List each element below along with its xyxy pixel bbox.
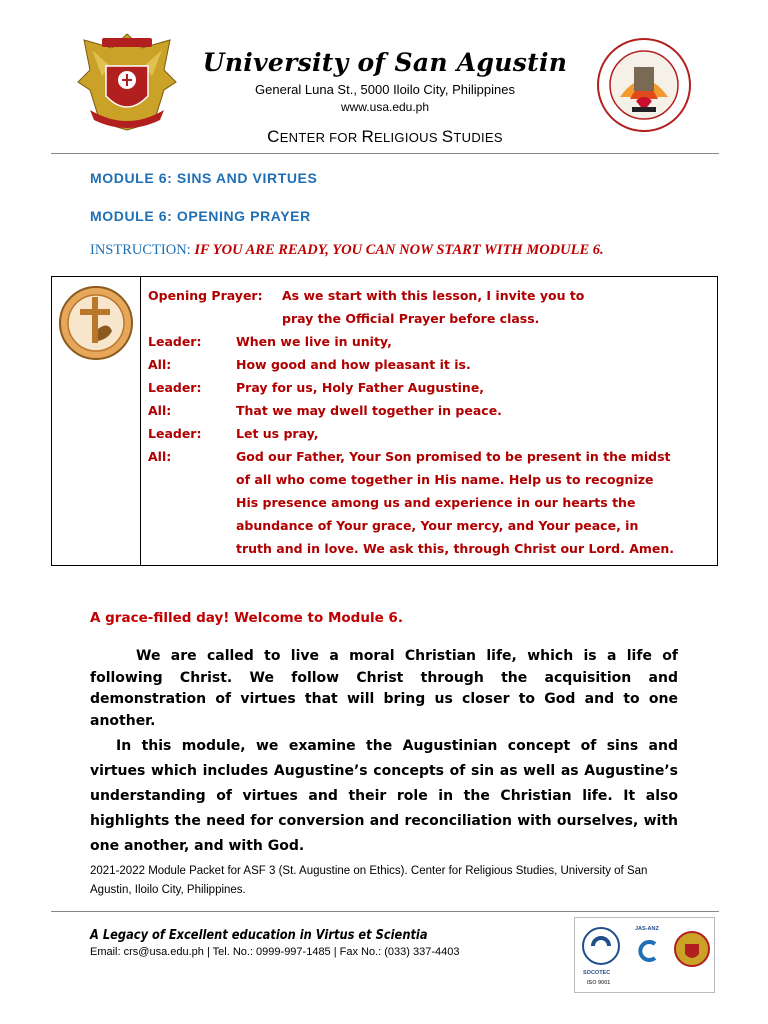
university-title: University of San Agustin: [202, 48, 568, 77]
prayer-line: That we may dwell together in peace.: [236, 403, 502, 418]
prayer-line: How good and how pleasant it is.: [236, 357, 471, 372]
body-paragraph: In this module, we examine the Augustinian concept of sins and virtues which includes Augustine’s concepts of sin as well as Augustine’s understanding of virtues and their role in the Christian life. It also highlights the need for conversion and reconciliation with ourselves, with one another, and with God.: [90, 738, 678, 854]
body-paragraph: We are called to live a moral Christian life, which is a life of following Christ. We follow Christ through the acquisition and demonstration of virtues that will bring us closer to God and to one another.: [90, 648, 678, 729]
university-address: General Luna St., 5000 Iloilo City, Philippines: [255, 82, 515, 97]
prayer-continuation: of all who come together in His name. Help us to recognize: [236, 472, 654, 487]
center-title: CENTER FOR RELIGIOUS STUDIES: [267, 127, 503, 146]
instruction: [90, 242, 604, 259]
university-seal-small: [673, 930, 711, 972]
module-prayer-title: MODULE 6: OPENING PRAYER: [90, 208, 311, 224]
prayer-box-divider: [140, 277, 141, 565]
prayer-speaker: Leader:: [148, 426, 202, 441]
contact-info: Email: crs@usa.edu.ph | Tel. No.: 0999-997-1485 | Fax No.: (033) 337-4403: [90, 946, 460, 958]
prayer-continuation: abundance of Your grace, Your mercy, and Your peace, in: [236, 518, 639, 533]
prayer-speaker: All:: [148, 449, 172, 464]
prayer-speaker: Leader:: [148, 334, 202, 349]
opening-prayer-line: As we start with this lesson, I invite you to: [282, 288, 585, 303]
opening-prayer-label: Opening Prayer:: [148, 288, 263, 303]
prayer-continuation: His presence among us and experience in our hearts the: [236, 495, 636, 510]
prayer-line: Let us pray,: [236, 426, 319, 441]
prayer-line: When we live in unity,: [236, 334, 392, 349]
cert2-label: JAS-ANZ: [635, 926, 659, 932]
cert1-label: SOCOTEC: [583, 970, 611, 976]
jasanz-mark-icon: [635, 938, 661, 968]
welcome-heading: A grace-filled day! Welcome to Module 6.: [90, 610, 403, 626]
cross-prayer-icon: [58, 285, 134, 365]
header-divider: [51, 153, 719, 154]
module-footnote: 2021-2022 Module Packet for ASF 3 (St. Augustine on Ethics). Center for Religious Studies, University of San Agustin, Iloilo City, Philippines.: [90, 865, 648, 896]
instruction-label: INSTRUCTION:: [90, 242, 191, 258]
cert1-sub: ISO 9001: [587, 980, 611, 986]
legacy-tagline: A Legacy of Excellent education in Virtus et Scientia: [90, 928, 428, 943]
instruction-text: IF YOU ARE READY, YOU CAN NOW START WITH MODULE 6.: [194, 242, 604, 258]
module-title: MODULE 6: SINS AND VIRTUES: [90, 170, 318, 186]
university-seal-left: [72, 30, 182, 134]
prayer-speaker: All:: [148, 357, 172, 372]
prayer-speaker: Leader:: [148, 380, 202, 395]
university-website[interactable]: www.usa.edu.ph: [340, 100, 430, 114]
religious-studies-seal: [596, 37, 692, 133]
prayer-line: God our Father, Your Son promised to be present in the midst: [236, 449, 671, 464]
certification-badges: [574, 917, 715, 993]
prayer-continuation: truth and in love. We ask this, through Christ our Lord. Amen.: [236, 541, 675, 556]
opening-prayer-box: [51, 276, 718, 566]
prayer-line: Pray for us, Holy Father Augustine,: [236, 380, 485, 395]
footer-divider: [51, 911, 719, 912]
opening-prayer-line: pray the Official Prayer before class.: [282, 311, 540, 326]
socotec-logo: [581, 926, 621, 970]
prayer-speaker: All:: [148, 403, 172, 418]
